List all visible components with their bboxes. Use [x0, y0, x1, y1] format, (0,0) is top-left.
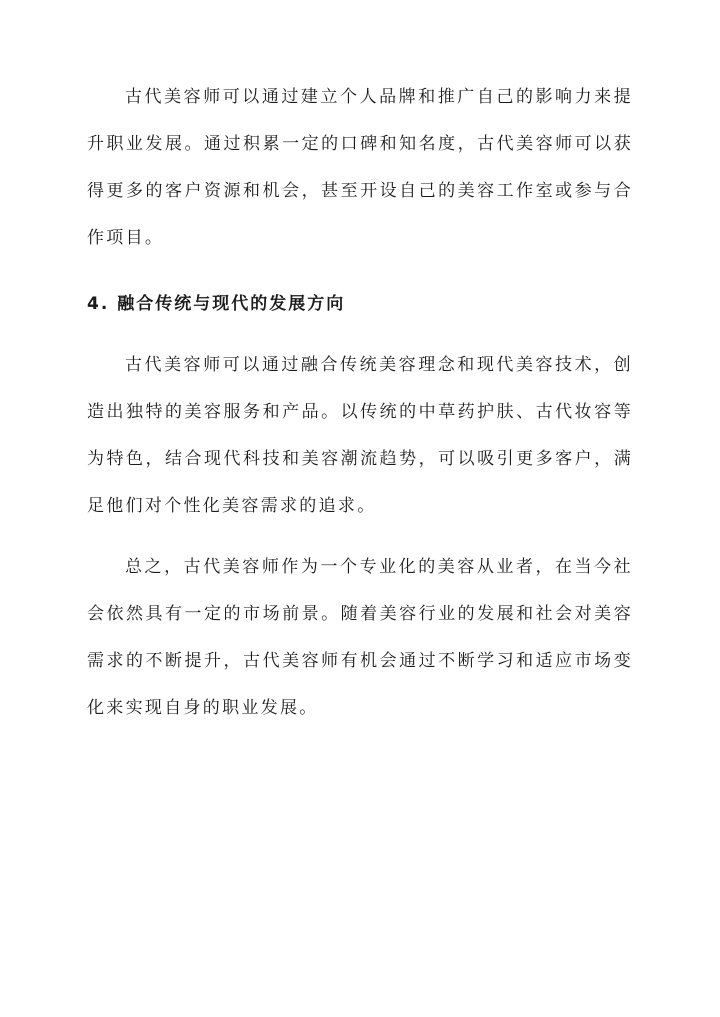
paragraph-brand-building: 古代美容师可以通过建立个人品牌和推广自己的影响力来提升职业发展。通过积累一定的口碑和知名度，古代美容师可以获得更多的客户资源和机会，甚至开设自己的美容工作室或参与合作项目。 [87, 87, 633, 248]
paragraph-tradition-modern: 古代美容师可以通过融合传统美容理念和现代美容技术，创造出独特的美容服务和产品。以传统的中草药护肤、古代妆容等为特色，结合现代科技和美容潮流趋势，可以吸引更多客户，满足他们对个性化美容需求的追求。 [87, 355, 633, 516]
section-heading: 4. 融合传统与现代的发展方向 [87, 294, 346, 314]
document-page [87, 74, 633, 732]
paragraph-conclusion: 总之，古代美容师作为一个专业化的美容从业者，在当今社会依然具有一定的市场前景。随着美容行业的发展和社会对美容需求的不断提升，古代美容师有机会通过不断学习和适应市场变化来实现自身的职业发展。 [87, 557, 633, 718]
